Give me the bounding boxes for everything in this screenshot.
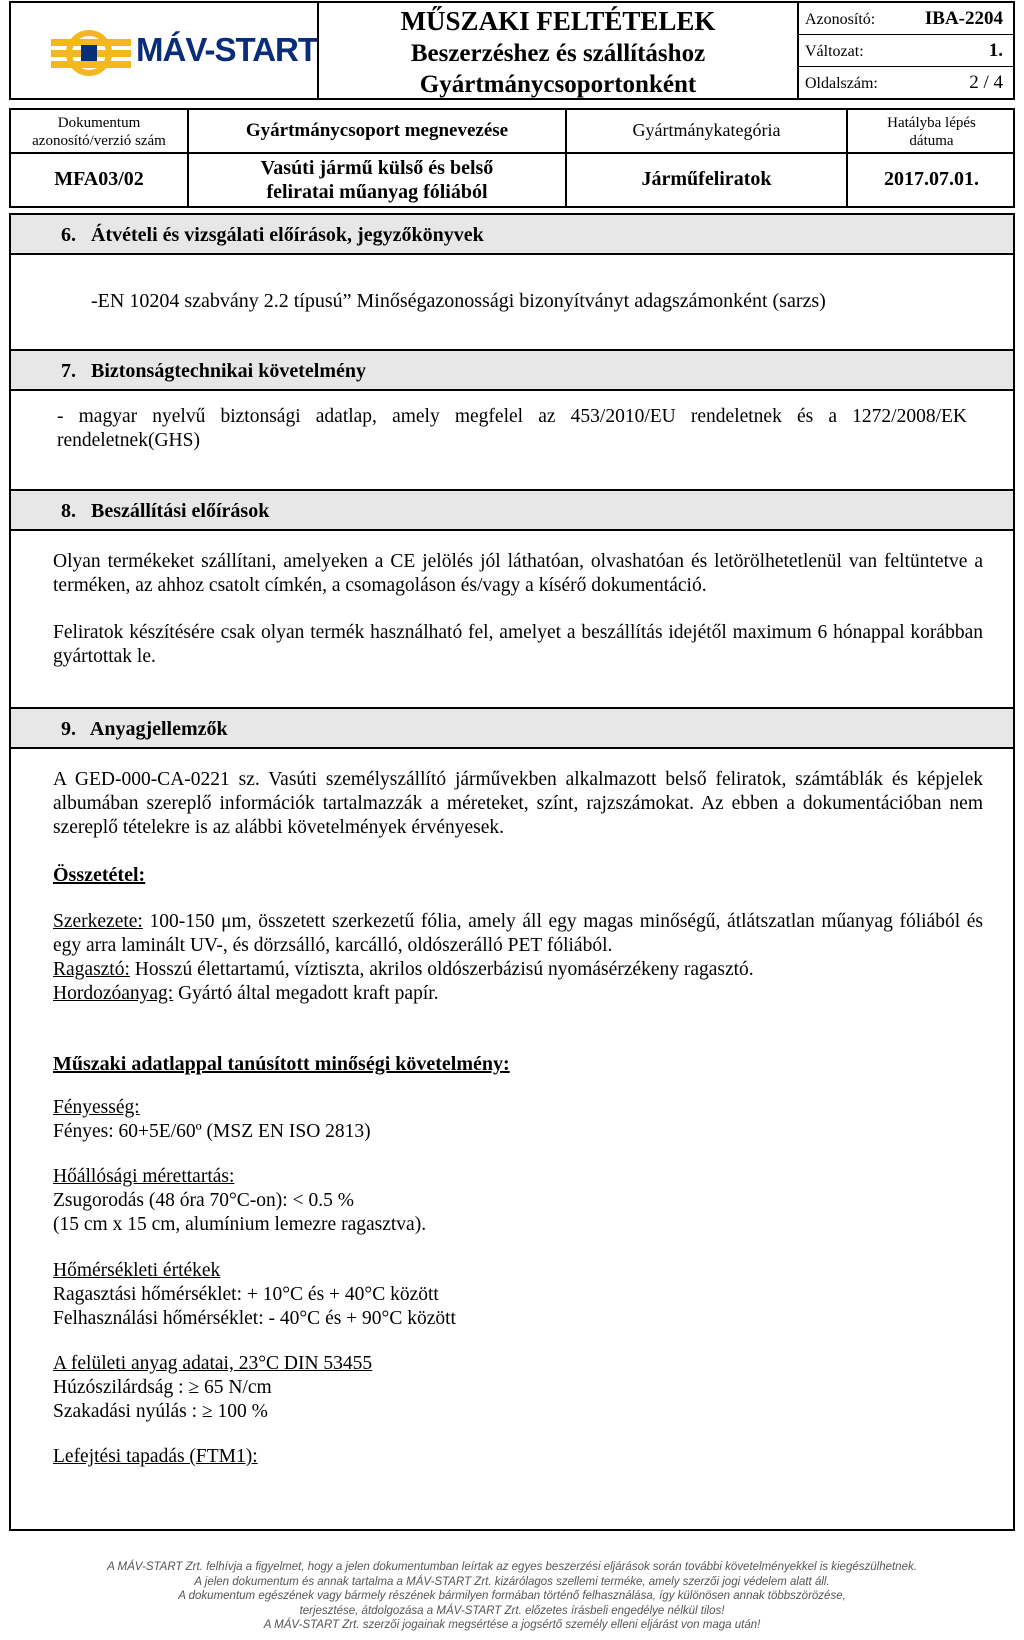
szerkezete-paragraph <box>53 910 983 958</box>
section-8-paragraph-2: Feliratok készítésére csak olyan termék használható fel, amelyet a beszállítás idejétől maximum 6 hónappal korábban gyártottak le. <box>53 622 983 667</box>
valtozat-value: 1. <box>988 40 1003 61</box>
section-8-paragraph-1: Olyan termékeket szállítani, amelyeken a CE jelölés jól láthatóan, olvashatóan és letörölhetetlenül van feltüntetve a terméken, az ahhoz csatolt címkén, a csomagoláson és/vagy a kísérő dokumentáció. <box>53 551 983 596</box>
doc-id-label-2: azonosító/verzió szám <box>32 133 166 149</box>
azonosito-label: Azonosító: <box>805 11 876 28</box>
title-line-3: Gyártmánycsoportonként <box>419 71 697 98</box>
date-label-1: Hatályba lépés <box>887 115 976 131</box>
document-title <box>319 3 797 98</box>
azonosito-row <box>799 3 1015 35</box>
azonosito-value: IBA-2204 <box>924 8 1003 29</box>
section-9-title: 9. Anyagjellemzők <box>61 718 228 740</box>
lefejtesi-heading: Lefejtési tapadás (FTM1): <box>53 1446 258 1467</box>
mav-start-logo-icon <box>51 25 141 81</box>
title-line-1: MŰSZAKI FELTÉTELEK <box>400 6 716 36</box>
section-8-title: 8. Beszállítási előírások <box>61 500 270 522</box>
feluleti-heading: A felületi anyag adatai, 23°C DIN 53455 <box>53 1353 373 1374</box>
date-label-2: dátuma <box>909 133 954 149</box>
szakadasi-value: Szakadási nyúlás : ≥ 100 % <box>53 1401 268 1422</box>
oldalszam-value: 2 / 4 <box>969 72 1003 93</box>
section-8-heading <box>11 491 1013 531</box>
category-column <box>567 110 848 206</box>
ragasztasi-value: Ragasztási hőmérséklet: + 10°C és + 40°C között <box>53 1284 439 1305</box>
footer-line: A jelen dokumentum és annak tartalma a MÁV-START Zrt. kizárólagos szellemi terméke, amely szerzői jogi védelem alatt áll. <box>194 1575 830 1588</box>
mav-start-logo <box>51 25 318 81</box>
huzo-value: Húzószilárdság : ≥ 65 N/cm <box>53 1377 272 1398</box>
group-value-2: feliratai műanyag fóliából <box>266 181 488 203</box>
footer-line: terjesztése, átdolgozása a MÁV-START Zrt. előzetes írásbeli engedélye nélkül tilos! <box>299 1604 725 1617</box>
doc-id-header <box>11 110 187 154</box>
header-block <box>9 1 1015 100</box>
group-label: Gyártmánycsoport megnevezése <box>245 120 509 141</box>
section-7-heading <box>11 351 1013 391</box>
category-header <box>567 110 846 154</box>
date-column <box>848 110 1015 206</box>
doc-id-value: MFA03/02 <box>54 168 144 190</box>
group-value-1: Vasúti jármű külső és belső <box>260 157 494 179</box>
section-6-title: 6. Átvételi és vizsgálati előírások, jegyzőkönyvek <box>61 224 484 246</box>
logo-cell <box>11 3 319 98</box>
szerkezete-label: Szerkezete: <box>53 911 143 932</box>
meta-cell <box>797 3 1015 98</box>
oldalszam-label: Oldalszám: <box>805 75 878 92</box>
title-line-2: Beszerzéshez és szállításhoz <box>410 40 706 67</box>
date-header <box>848 110 1015 154</box>
group-column <box>189 110 567 206</box>
doc-id-column <box>11 110 189 206</box>
fenyesseg-heading: Fényesség: <box>53 1097 140 1118</box>
category-label: Gyártmánykategória <box>632 120 781 140</box>
fenyes-value: Fényes: 60+5E/60º (MSZ EN ISO 2813) <box>53 1121 371 1142</box>
homerseklet-heading: Hőmérsékleti értékek <box>53 1260 221 1281</box>
section-7-title: 7. Biztonságtechnikai követelmény <box>61 360 366 382</box>
section-9-heading <box>11 709 1013 749</box>
felhasznalasi-value: Felhasználási hőmérséklet: - 40°C és + 90°C között <box>53 1308 456 1329</box>
footer-disclaimer <box>0 1560 1024 1633</box>
ragaszto-text: Hosszú élettartamú, víztiszta, akrilos oldószerbázisú nyomásérzékeny ragasztó. <box>129 959 754 980</box>
info-table <box>9 108 1015 208</box>
hordozo-label: Hordozóanyag: <box>53 983 174 1004</box>
zsugorodas-value: Zsugorodás (48 óra 70°C-on): < 0.5 % <box>53 1190 354 1211</box>
osszetetel-heading: Összetétel: <box>53 864 146 886</box>
footer-line: A MÁV-START Zrt. felhívja a figyelmet, hogy a jelen dokumentumban leírtak az egyes beszerzési eljárások során további követelményekkel is kiegészülhetnek. <box>107 1561 917 1573</box>
doc-id-label-1: Dokumentum <box>57 115 141 131</box>
oldalszam-row <box>799 67 1015 99</box>
hordozo-line <box>53 982 439 1006</box>
footer-line: A dokumentum egészének vagy bármely részének bármilyen formában történő felhasználása, így különösen annak többszörözése, <box>178 1590 846 1602</box>
logo-text: MÁV-START <box>136 31 318 68</box>
footer-line: A MÁV-START Zrt. szerzői jogainak megsértése a jogsértő személy elleni eljárást von maga után! <box>263 1619 761 1631</box>
ragaszto-line <box>53 958 754 982</box>
group-header <box>189 110 565 154</box>
section-7-text: - magyar nyelvű biztonsági adatlap, amely megfelel az 453/2010/EU rendeletnek és a 1272/2008/EK rendeletnek(GHS) <box>57 406 967 451</box>
section-6-text: -EN 10204 szabvány 2.2 típusú” Minőségazonossági bizonyítványt adagszámonként (sarzs) <box>91 290 826 312</box>
szerkezete-text: 100-150 μm, összetett szerkezetű fólia, amely áll egy magas minőségű, átlátszatlan műanyag fóliából és egy arra laminált UV-, és dörzsálló, karcálló, oldószerálló PET fóliából. <box>53 911 983 956</box>
valtozat-row <box>799 35 1015 67</box>
category-value: Járműfeliratok <box>641 168 772 190</box>
section-6-heading <box>11 215 1013 255</box>
date-cell <box>848 154 1015 208</box>
hordozo-text: Gyártó által megadott kraft papír. <box>173 983 439 1004</box>
ragaszto-label: Ragasztó: <box>53 959 130 980</box>
section-9-paragraph-1: A GED-000-CA-0221 sz. Vasúti személyszállító járművekben alkalmazott belső feliratok, számtáblák és képjelek albumában szereplő információk tartalmazzák a méreteket, színt, rajzszámokat. Az ebben a dokumentációban nem szereplő tételekre is az alábbi követelmények érvényesek. <box>53 769 983 838</box>
category-cell <box>567 154 846 208</box>
muszaki-heading: Műszaki adatlappal tanúsított minőségi követelmény: <box>53 1053 510 1075</box>
date-value: 2017.07.01. <box>884 168 979 190</box>
document-body <box>9 213 1015 1531</box>
group-cell <box>189 154 565 208</box>
valtozat-label: Változat: <box>805 43 864 60</box>
zsugorodas-note: (15 cm x 15 cm, alumínium lemezre ragasztva). <box>53 1214 427 1235</box>
doc-id-cell <box>11 154 187 208</box>
hoallosagi-heading: Hőállósági mérettartás: <box>53 1166 235 1187</box>
